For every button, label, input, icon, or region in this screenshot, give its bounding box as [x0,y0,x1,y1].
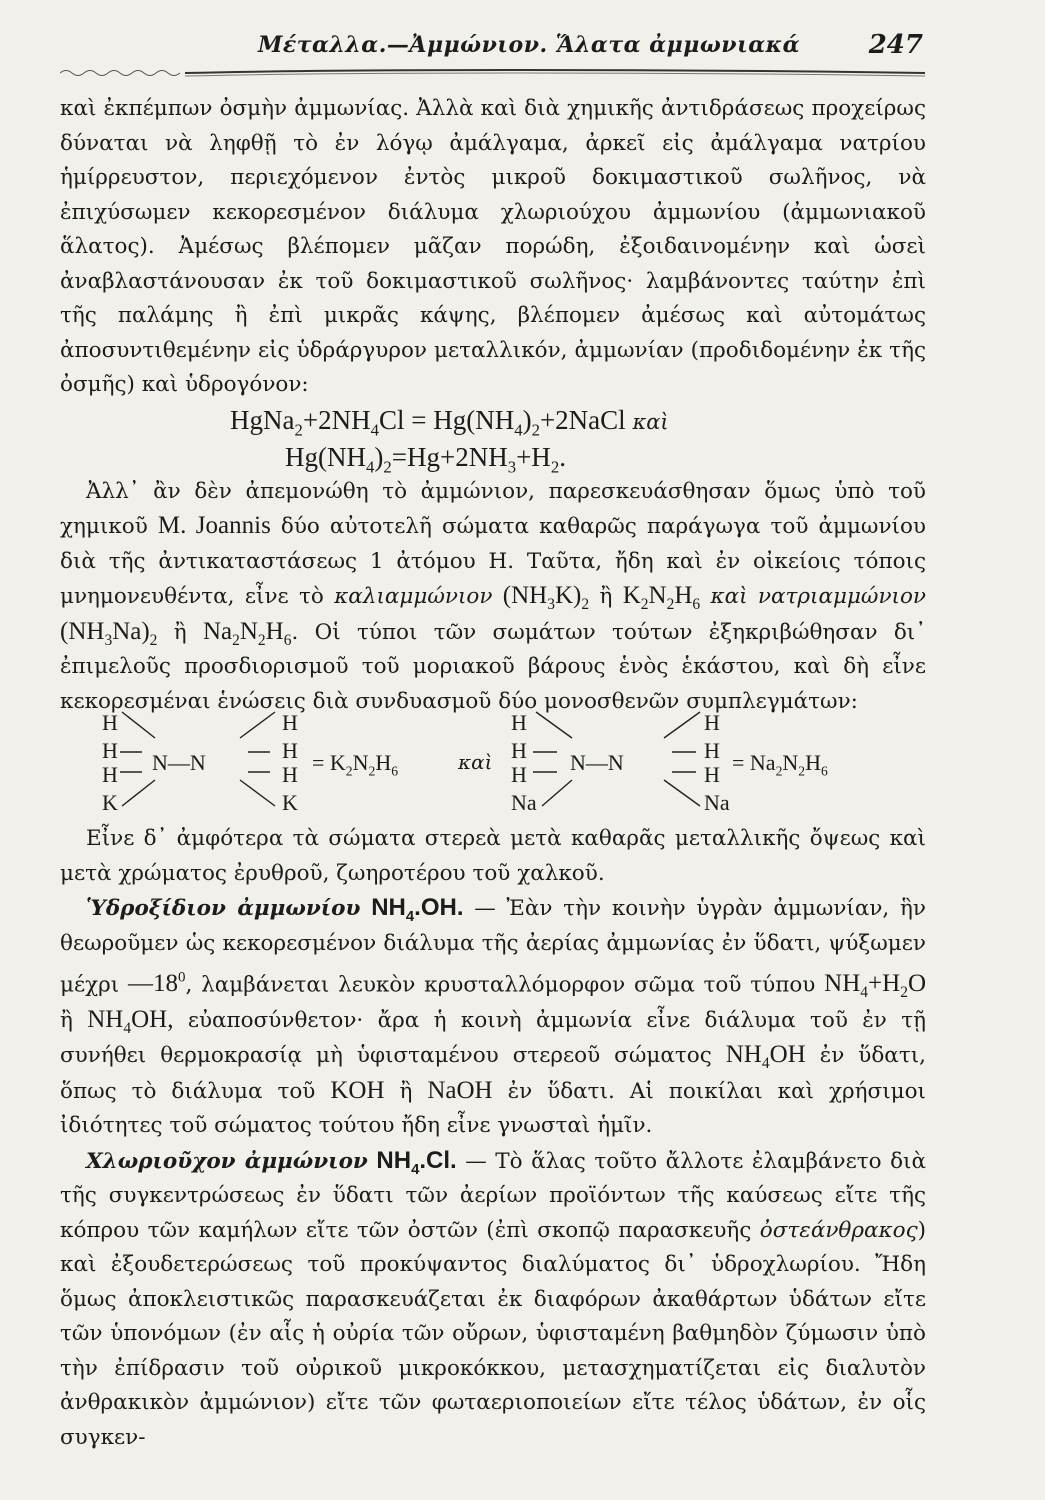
page-number: 247 [868,30,923,60]
struct-right-h1: H [511,710,527,735]
struct-left-formula: = $K_2N_2H_6$ [312,750,399,779]
struct-left-h2: H [102,738,118,763]
struct-left-r2: H [282,738,298,763]
struct-left-r3: H [282,762,298,787]
formula-nh4oh: $NH_4.OH$. [371,894,464,925]
struct-right-h3: H [511,762,527,787]
page-body-top [60,92,926,719]
structural-formulas [60,700,926,820]
paragraph-amalgam: καὶ ἐκπέμπων ὀσμὴν ἀμμωνίας. Ἀλλὰ καὶ διὰ χημικῆς ἀντιδράσεως προχείρως δύναται νὰ ληφθῇ τὸ ἐν λόγῳ ἀμάλγαμα, ἀρκεῖ εἰς ἀμάλγαμα νατρίου ἡμίρρευστον, περιεχόμενον ἐντὸς μικροῦ δοκιμαστικοῦ σωλῆνος, νὰ ἐπιχύσωμεν κεκορεσμένον διάλυμα χλωριούχου ἀμμωνίου (ἀμμωνιακοῦ ἅλατος). Ἀμέσως βλέπομεν μᾶζαν πορώδη, ἐξοιδαινομένην καὶ ὡσεὶ ἀναβλαστάνουσαν ἐκ τοῦ δοκιμαστικοῦ σωλῆνος· λαμβάνοντες ταύτην ἐπὶ τῆς παλάμης ἢ ἐπὶ μικρᾶς κάψης, βλέπομεν ἀμέσως καὶ αὐτομάτως ἀποσυντιθεμένην εἰς ὑδράργυρον μεταλλικόν, ἀμμωνίαν (προδιδομένην ἐκ τῆς ὀσμῆς) καὶ ὑδρογόνον: [60,96,926,397]
struct-right-r1: H [704,710,720,735]
struct-right-h2: H [511,738,527,763]
struct-left-h1: H [102,710,118,735]
struct-right-r3: H [704,762,720,787]
paragraph-derivatives: Ἀλλ᾽ ἂν δὲν ἀπεμονώθη τὸ ἀμμώνιον, παρεσκευάσθησαν ὅμως ὑπὸ τοῦ χημικοῦ M. Joannis δύο αὐτοτελῆ σώματα καθαρῶς παράγωγα τοῦ ἀμμωνίου διὰ τῆς ἀντικαταστάσεως 1 ἀτόμου H. Ταῦτα, ἤδη καὶ ἐν οἰκείοις τόποις μνημονευθέντα, εἶνε τὸ καλιαμμώνιον $(NH_3K)_2$ ἢ $K_2N_2H_6$ καὶ νατριαμμώνιον $(NH_3Na)_2$ ἢ $Na_2N_2H_6$. Οἱ τύποι τῶν σωμάτων τούτων ἐξηκριβώθησαν δι᾽ ἐπιμελοῦς προσδιορισμοῦ τοῦ μοριακοῦ βάρους ἑνὸς ἑκάστου, καὶ δὴ εἶνε κεκορεσμέναι ἑνώσεις διὰ συνδυασμοῦ δύο μονοσθενῶν συμπλεγμάτων: [60,478,926,714]
struct-left-r4: K [282,790,298,815]
struct-right-r2: H [704,738,720,763]
struct-left-h3: H [102,762,118,787]
heading-ammonium-chloride: Χλωριοῦχον ἀμμώνιον [86,1148,368,1174]
paragraph-appearance: Εἶνε δ᾽ ἀμφότερα τὰ σώματα στερεὰ μετὰ καθαρᾶς μεταλλικῆς ὄψεως καὶ μετὰ χρώματος ἐρυθροῦ, ζωηροτέρου τοῦ χαλκοῦ. [60,826,926,886]
heading-ammonium-hydroxide: Ὑδροξίδιον ἀμμωνίου [86,896,361,921]
struct-right-formula: = $Na_2N_2H_6$ [732,750,828,779]
struct-left-r1: H [282,710,298,735]
equation-1: $HgNa_2+2NH_4Cl$ = $Hg(NH_4)_2+2NaCl$ καὶ [230,404,669,439]
paragraph-ammonium-chloride: Χλωριοῦχον ἀμμώνιον $NH_4.Cl$. — Τὸ ἅλας τοῦτο ἄλλοτε ἐλαμβάνετο διὰ τῆς συγκεντρώσεως ἐν ὕδατι τῶν ἀερίων προϊόντων τῆς καύσεως εἴτε τῆς κόπρου τῶν καμήλων εἴτε τῶν ὀστῶν (ἐπὶ σκοπῷ παρασκευῆς ὀστεάνθρακος) καὶ ἐξουδετερώσεως τοῦ προκύψαντος διαλύματος δι᾽ ὑδροχλωρίου. Ἤδη ὅμως ἀποκλειστικῶς παρασκευάζεται ἐκ διαφόρων ἀκαθάρτων ὑδάτων εἴτε τῶν ὑπονόμων (ἐν αἷς ἡ οὐρία τῶν οὔρων, ὑφισταμένη βαθμηδὸν ζύμωσιν ὑπὸ τὴν ἐπίδρασιν τοῦ οὐρικοῦ μικροκόκκου, μετασχηματίζεται εἰς διαλυτὸν ἀνθρακικὸν ἀμμώνιον) εἴτε τῶν φωταεριοποιείων εἴτε τέλος ὑδάτων, ἐν οἷς συγκεν- [60,1146,926,1450]
struct-kai: καὶ [458,750,493,774]
paragraph-ammonium-hydroxide: Ὑδροξίδιον ἀμμωνίου $NH_4.OH$. — Ἐὰν τὴν κοινὴν ὑγρὰν ἀμμωνίαν, ἣν θεωροῦμεν ὡς κεκορεσμένον διάλυμα τῆς ἀερίας ἀμμωνίας ἐν ὕδατι, ψύξωμεν μέχρι $—18^0$, λαμβάνεται λευκὸν κρυσταλλόμορφον σῶμα τοῦ τύπου $NH_4+H_2O$ ἢ $NH_4OH$, εὐαποσύνθετον· ἄρα ἡ κοινὴ ἀμμωνία εἶνε διάλυμα τοῦ ἐν τῇ συνήθει θερμοκρασίᾳ μὴ ὑφισταμένου στερεοῦ σώματος $NH_4OH$ ἐν ὕδατι, ὅπως τὸ διάλυμα τοῦ KOH ἢ NaOH ἐν ὕδατι. Αἱ ποικίλαι καὶ χρήσιμοι ἰδιότητες τοῦ σώματος τούτου ἤδη εἶνε γνωσταὶ ἡμῖν. [60,894,926,1139]
header-wavy-rule [60,66,925,80]
page-header [60,30,925,66]
formula-nh4cl: $NH_4.Cl$. [376,1146,457,1178]
page-body-bottom [60,822,926,1455]
equation-2: $Hg(NH_4)_2=Hg+2NH_3+H_2$. [285,441,566,476]
struct-right-center: N—N [570,750,624,775]
struct-left-k: K [102,790,118,815]
struct-right-r4: Na [704,790,730,815]
struct-left-center: N—N [152,750,206,775]
running-title: Μέταλλα.—Ἀμμώνιον. Ἅλατα ἀμμωνιακά [258,32,801,58]
struct-right-na: Na [511,790,537,815]
